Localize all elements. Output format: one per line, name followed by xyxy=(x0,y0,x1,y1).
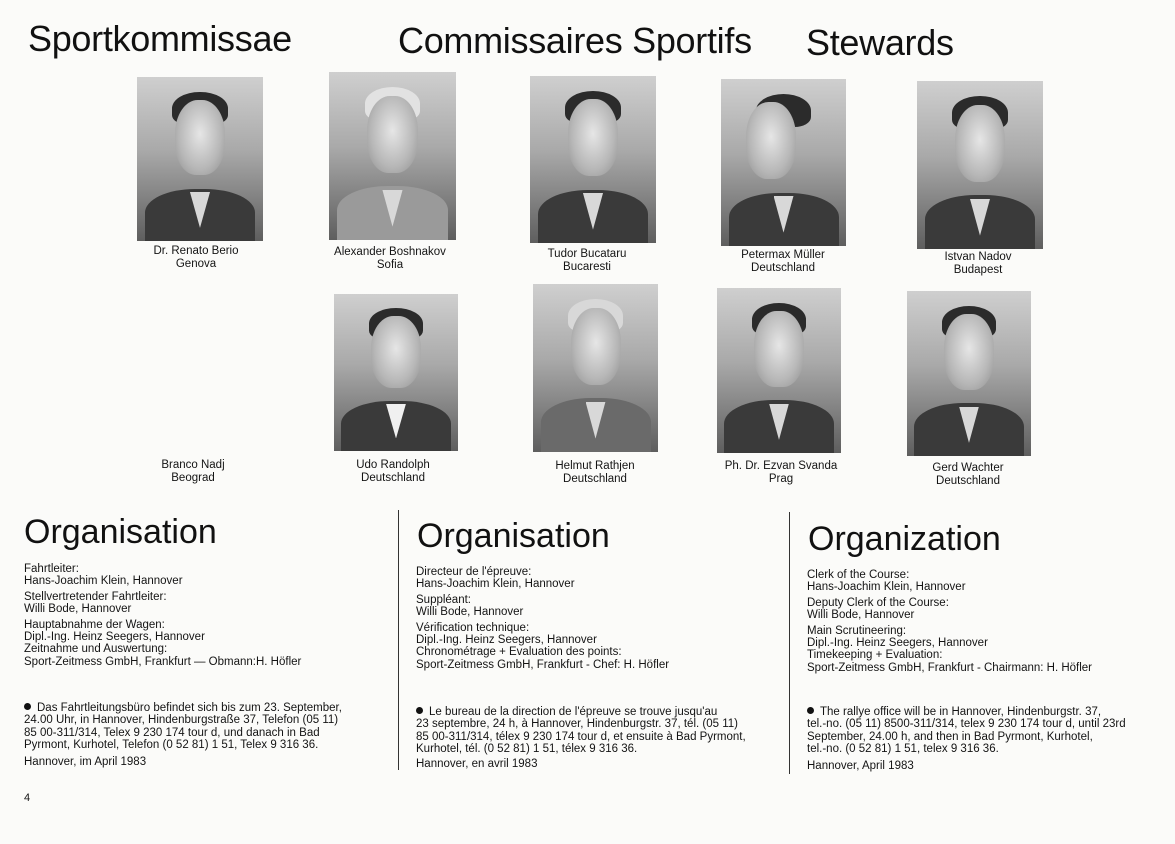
role-label: Fahrtleiter: xyxy=(24,563,79,575)
person-place: Genova xyxy=(175,258,217,270)
role-label: Suppléant: xyxy=(416,593,471,606)
person-place: Deutschland xyxy=(563,473,627,485)
person-caption xyxy=(932,462,1003,488)
role-label: Chronométrage + Evaluation des points: xyxy=(416,646,622,659)
organisation-list-french xyxy=(416,566,669,671)
person-caption xyxy=(741,249,825,275)
person-place: Beograd xyxy=(171,472,215,484)
note-line: Le bureau de la direction de l'épreuve se trouve jusqu'au xyxy=(429,706,718,718)
portrait-photo xyxy=(533,284,658,452)
person-place: Deutschland xyxy=(751,262,815,274)
page-number: 4 xyxy=(24,792,31,804)
role-label: Main Scrutineering: xyxy=(807,624,907,637)
portrait-photo xyxy=(137,77,263,241)
bullet-icon xyxy=(24,703,31,710)
person-caption xyxy=(944,251,1011,277)
organisation-heading-english: Organization xyxy=(808,520,1001,558)
role-label: Clerk of the Course: xyxy=(807,569,910,581)
person-caption xyxy=(548,248,627,274)
dateline-french: Hannover, en avril 1983 xyxy=(416,758,538,770)
person-place: Budapest xyxy=(953,264,1003,276)
role-holder: Sport-Zeitmess GmbH, Frankfurt - Chairmann: H. Höfler xyxy=(807,661,1093,674)
note-line: The rallye office will be in Hannover, Hindenburgstr. 37, xyxy=(820,706,1102,718)
role-holder: Willi Bode, Hannover xyxy=(807,609,915,622)
office-note-french xyxy=(416,706,746,756)
portrait-photo xyxy=(329,72,456,240)
person-name: Branco Nadj xyxy=(161,459,225,471)
person-place: Deutschland xyxy=(361,472,425,484)
office-note-german xyxy=(24,702,342,752)
note-line: Kurhotel, tél. (0 52 81) 1 51, télex 9 316 36. xyxy=(416,743,638,756)
note-line: Pyrmont, Kurhotel, Telefon (0 52 81) 1 51, Telex 9 316 36. xyxy=(24,739,319,752)
note-line: tel.-no. (05 11) 8500-311/314, telex 9 230 174 tour d, until 23rd xyxy=(807,718,1126,731)
person-name: Helmut Rathjen xyxy=(555,460,635,472)
role-holder: Sport-Zeitmess GmbH, Frankfurt — Obmann:H. Höfler xyxy=(24,655,302,668)
portrait-photo xyxy=(721,79,846,246)
role-holder: Willi Bode, Hannover xyxy=(24,603,132,616)
role-holder: Sport-Zeitmess GmbH, Frankfurt - Chef: H. Höfler xyxy=(416,658,670,671)
person-caption xyxy=(725,460,838,486)
portrait-photo xyxy=(530,76,656,243)
dateline-english: Hannover, April 1983 xyxy=(807,760,914,772)
office-note-english xyxy=(807,706,1126,756)
portrait-photo xyxy=(334,294,458,451)
column-divider xyxy=(398,510,399,770)
role-holder: Willi Bode, Hannover xyxy=(416,606,524,619)
organisation-heading-german: Organisation xyxy=(24,513,217,551)
dateline-german: Hannover, im April 1983 xyxy=(24,756,147,768)
portrait-photo xyxy=(907,291,1031,456)
person-caption xyxy=(555,460,634,486)
person-caption xyxy=(161,459,224,485)
person-name: Tudor Bucataru xyxy=(547,248,627,260)
person-name: Petermax Müller xyxy=(741,249,825,261)
heading-french: Commissaires Sportifs xyxy=(398,20,752,61)
note-line: 85 00-311/314, Telex 9 230 174 tour d, und danach in Bad xyxy=(24,726,320,739)
organisation-list-german xyxy=(24,563,301,668)
role-holder: Dipl.-Ing. Heinz Seegers, Hannover xyxy=(807,637,988,650)
note-line: tel.-no. (0 52 81) 1 51, telex 9 316 36. xyxy=(807,743,999,756)
note-line: 24.00 Uhr, in Hannover, Hindenburgstraße 37, Telefon (05 11) xyxy=(24,714,339,727)
bullet-icon xyxy=(807,707,814,714)
role-label: Timekeeping + Evaluation: xyxy=(807,649,943,662)
heading-english: Stewards xyxy=(806,22,954,63)
person-name: Gerd Wachter xyxy=(932,462,1004,474)
note-line: September, 24.00 h, and then in Bad Pyrmont, Kurhotel, xyxy=(807,730,1093,743)
role-holder: Dipl.-Ing. Heinz Seegers, Hannover xyxy=(24,631,205,644)
role-label: Stellvertretender Fahrtleiter: xyxy=(24,590,167,603)
role-label: Zeitnahme und Auswertung: xyxy=(24,643,168,656)
bullet-icon xyxy=(416,707,423,714)
note-line: 23 septembre, 24 h, à Hannover, Hindenburgstr. 37, tél. (05 11) xyxy=(416,718,738,731)
portrait-photo xyxy=(917,81,1043,249)
role-label: Vérification technique: xyxy=(416,621,530,634)
person-name: Udo Randolph xyxy=(356,459,430,471)
note-line: Das Fahrtleitungsbüro befindet sich bis zum 23. September, xyxy=(37,702,342,714)
note-line: 85 00-311/314, télex 9 230 174 tour d, et ensuite à Bad Pyrmont, xyxy=(416,730,746,743)
person-name: Alexander Boshnakov xyxy=(334,246,446,258)
heading-german: Sportkommissae xyxy=(28,18,292,59)
role-holder: Hans-Joachim Klein, Hannover xyxy=(24,575,183,588)
role-holder: Hans-Joachim Klein, Hannover xyxy=(807,581,966,594)
person-place: Prag xyxy=(768,473,794,485)
organisation-list-english xyxy=(807,569,1092,674)
person-name: Istvan Nadov xyxy=(944,251,1012,263)
organisation-heading-french: Organisation xyxy=(417,517,610,555)
person-caption xyxy=(334,246,446,272)
person-name: Dr. Renato Berio xyxy=(153,245,239,257)
column-divider xyxy=(789,512,790,774)
role-holder: Hans-Joachim Klein, Hannover xyxy=(416,578,575,591)
person-caption xyxy=(153,245,238,271)
role-label: Directeur de l'épreuve: xyxy=(416,566,532,578)
role-label: Deputy Clerk of the Course: xyxy=(807,596,949,609)
person-place: Deutschland xyxy=(936,475,1000,487)
person-place: Bucaresti xyxy=(563,261,611,273)
role-holder: Dipl.-Ing. Heinz Seegers, Hannover xyxy=(416,634,597,647)
person-name: Ph. Dr. Ezvan Svanda xyxy=(724,460,838,472)
role-label: Hauptabnahme der Wagen: xyxy=(24,618,165,631)
person-place: Sofia xyxy=(376,259,404,271)
person-caption xyxy=(356,459,430,485)
portrait-photo xyxy=(717,288,841,453)
